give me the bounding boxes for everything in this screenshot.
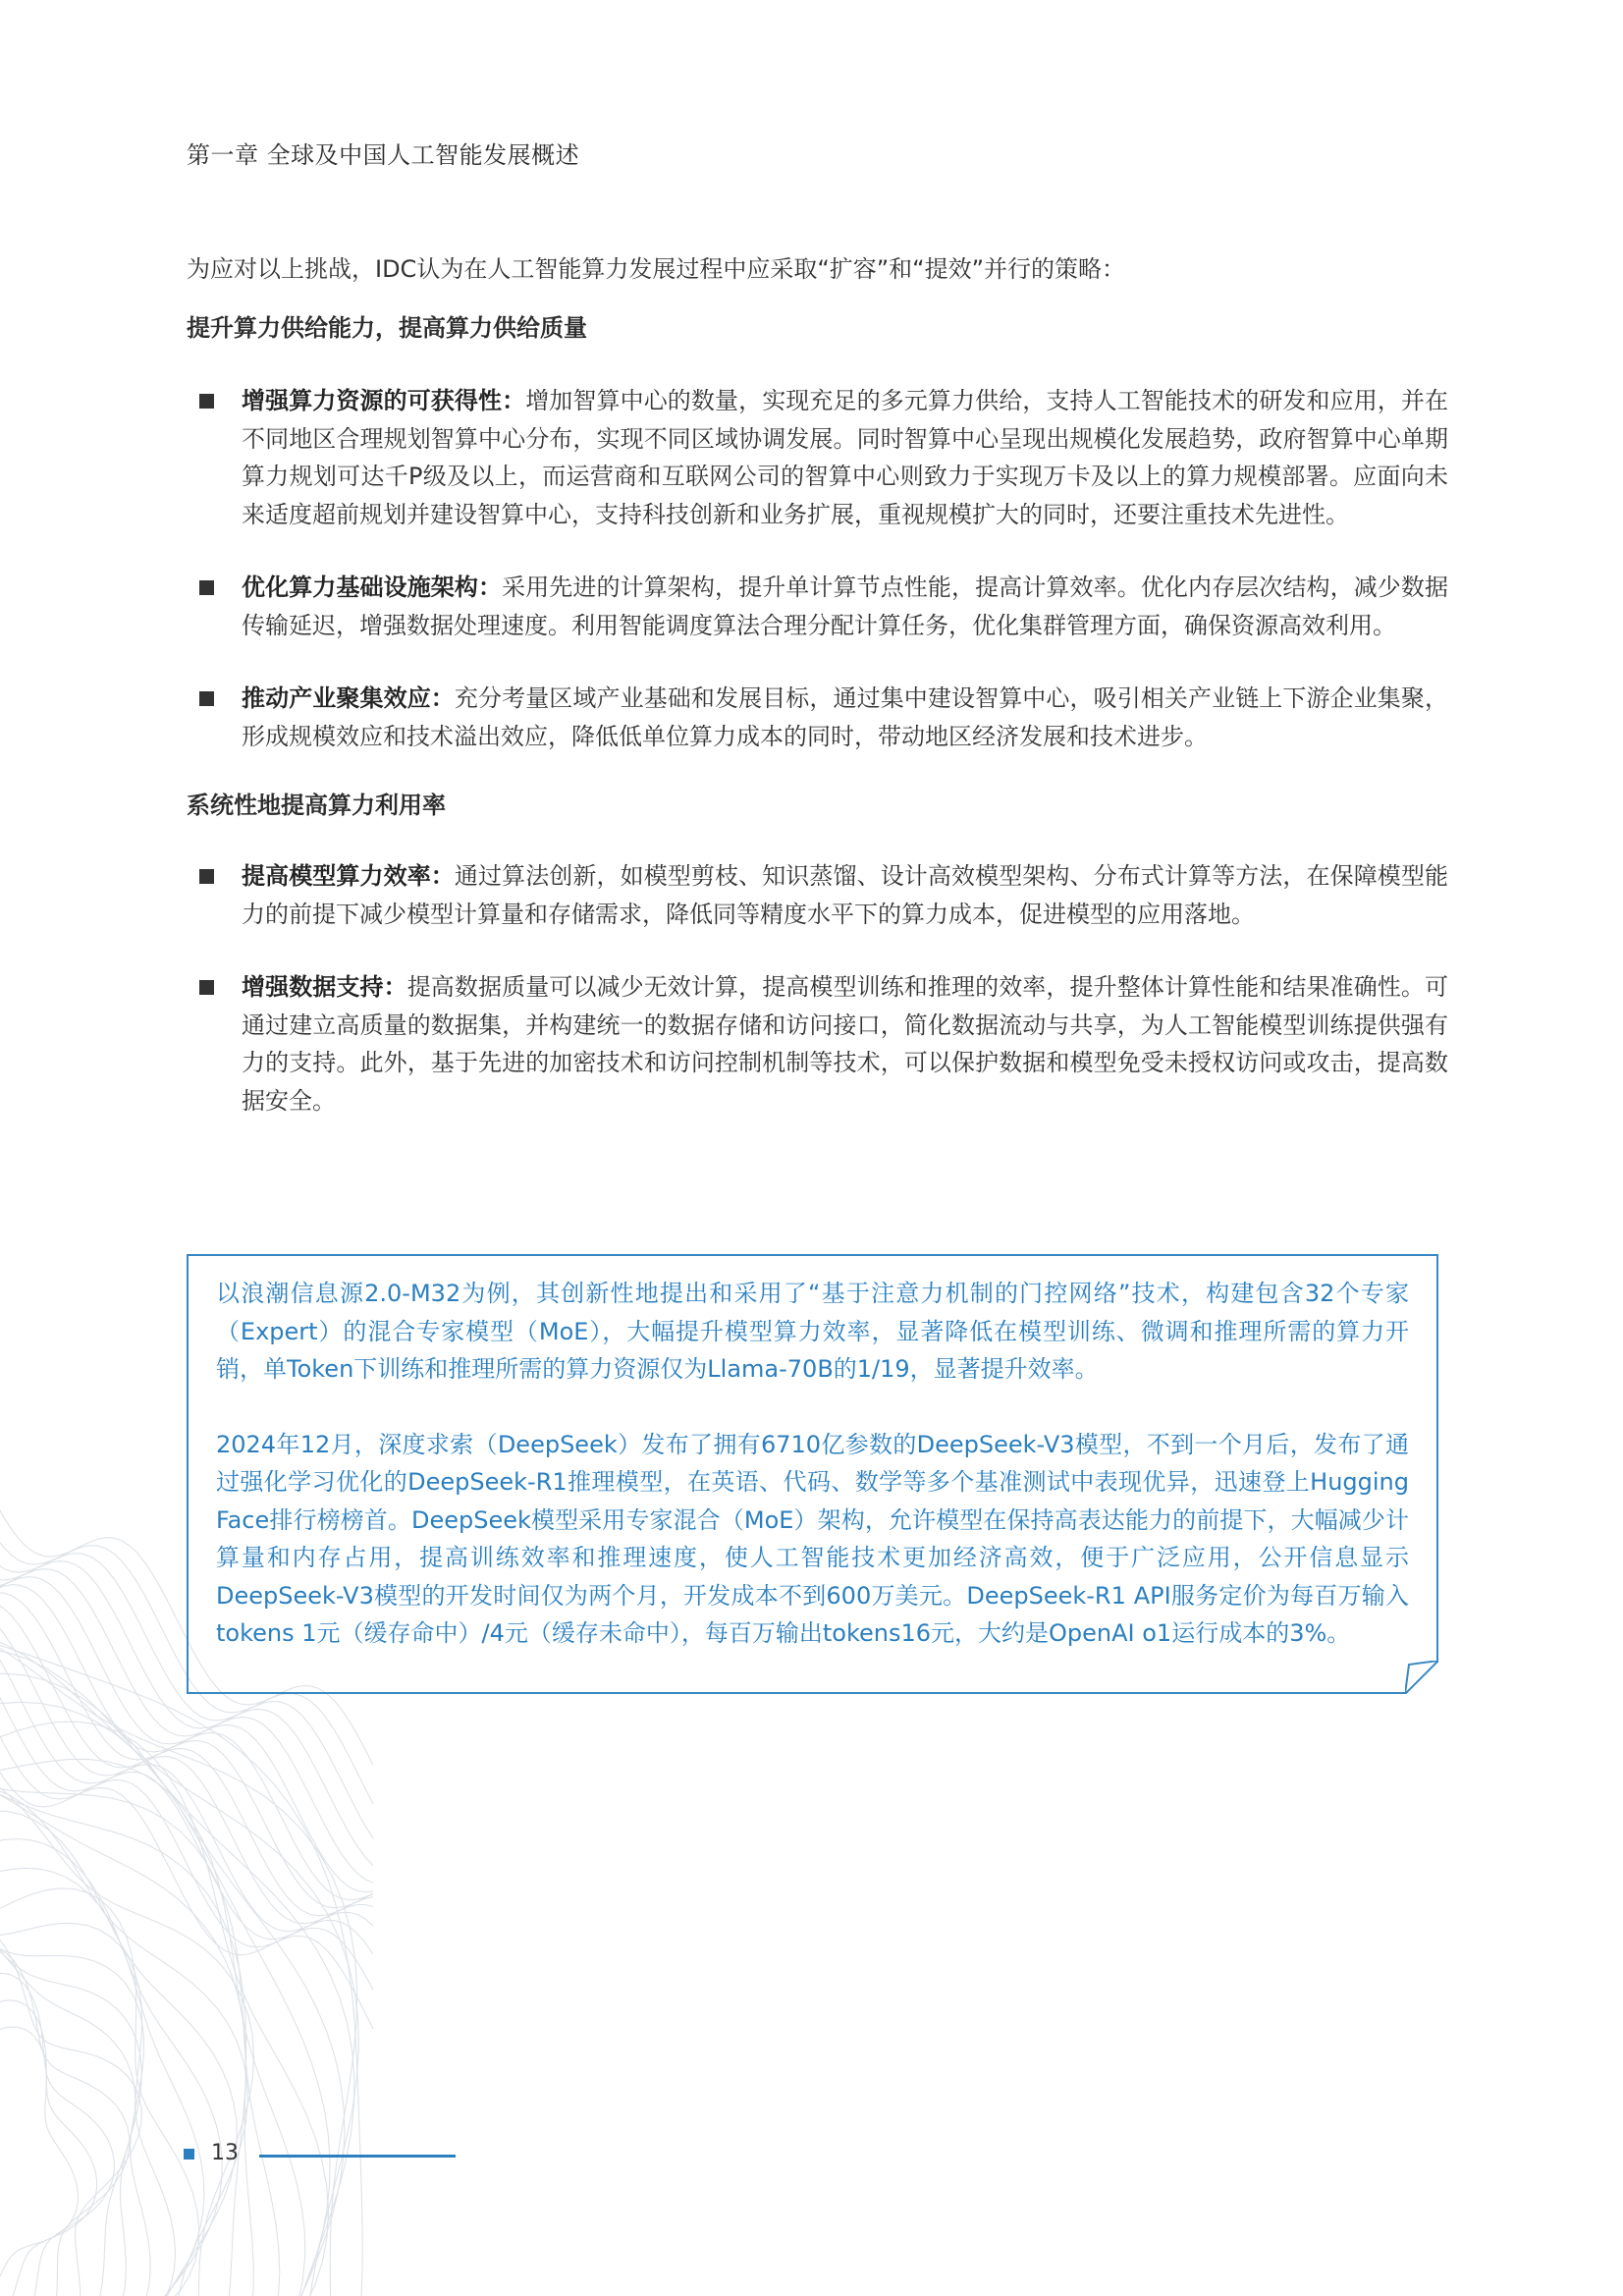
- list-item: [187, 968, 1448, 1120]
- contour-line: [0, 1615, 357, 2296]
- bullet-text: 通过算法创新，如模型剪枝、知识蒸馏、设计高效模型架构、分布式计算等方法，在保障模型能力的前提下减少模型计算量和存储需求，降低同等精度水平下的算力成本，促进模型的应用落地。: [242, 862, 1449, 928]
- contour-line: [0, 1698, 373, 1991]
- chapter-header: 第一章 全球及中国人工智能发展概述: [187, 141, 580, 169]
- page-number: 13: [211, 2141, 239, 2165]
- bullet-heading: 增强算力资源的可获得性：: [242, 387, 526, 414]
- contour-line: [0, 1901, 150, 2296]
- page-marker-square-icon: [184, 2149, 194, 2159]
- callout-paragraph-inspur: 以浪潮信息源2.0-M32为例，其创新性地提出和采用了“基于注意力机制的门控网络”技术，构建包含32个专家（Expert）的混合专家模型（MoE），大幅提升模型算力效率，显著降低在模型训练、微调和推理所需的算力开销，单Token下训练和推理所需的算力资源仅为Llama-70B的1/19，显著提升效率。: [216, 1280, 1409, 1383]
- contour-line: [0, 1628, 358, 2296]
- contour-line: [0, 1924, 141, 2296]
- contour-line: [0, 1662, 373, 1954]
- section-title-supply: 提升算力供给能力，提高算力供给质量: [187, 314, 587, 342]
- list-item: [187, 680, 1448, 755]
- contour-line: [0, 1786, 247, 2296]
- contour-line: [0, 2027, 78, 2296]
- contour-line: [0, 1702, 330, 2296]
- contour-line: [0, 1764, 253, 2296]
- contour-line: [0, 1905, 176, 2296]
- list-item: [187, 857, 1448, 933]
- contour-line: [0, 1947, 130, 2296]
- page-fold-corner-icon: [1405, 1661, 1438, 1694]
- utilization-bullet-list: [187, 857, 1448, 1120]
- bullet-text: 增加智算中心的数量，实现充足的多元算力供给，支持人工智能技术的研发和应用，并在不同地区合理规划智算中心分布，实现不同区域协调发展。同时智算中心呈现出规模化发展趋势，政府智算中心单期算力规划可达千P级及以上，而运营商和互联网公司的智算中心则致力于实现万卡及以上的算力规模部署。应面向未来适度超前规划并建设智算中心，支持科技创新和业务扩展，重视规模扩大的同时，还要注重技术先进性。: [242, 387, 1449, 528]
- contour-line: [0, 1926, 135, 2296]
- contour-line: [0, 1759, 305, 2296]
- contour-line: [0, 2000, 97, 2296]
- contour-line: [0, 1868, 204, 2296]
- intro-paragraph: 为应对以上挑战，IDC认为在人工智能算力发展过程中应采取“扩容”和“提效”并行的策略：: [187, 255, 1126, 283]
- contour-line: [0, 1765, 280, 2296]
- list-item: [187, 382, 1448, 533]
- list-item: [187, 569, 1448, 644]
- bullet-square-icon: [199, 580, 214, 595]
- contour-line: [0, 1909, 141, 2296]
- bullet-square-icon: [199, 869, 214, 884]
- section-title-utilization: 系统性地提高算力利用率: [187, 792, 446, 819]
- contour-line: [0, 1625, 362, 2296]
- callout-paragraph-deepseek: 2024年12月，深度求索（DeepSeek）发布了拥有6710亿参数的DeepSeek-V3模型，不到一个月后，发布了通过强化学习优化的DeepSeek-R1推理模型，在英语、代码、数学等多个基准测试中表现优异，迅速登上Hugging Face排行榜榜首。DeepSeek模型采用专家混合（MoE）架构，允许模型在保持高表达能力的前提下，大幅减少计算量和内存占用，提高训练效率和推理速度，使人工智能技术更加经济高效，便于广泛应用，公开信息显示DeepSeek-V3模型的开发时间仅为两个月，开发成本不到600万美元。DeepSeek-R1 API服务定价为每百万输入tokens 1元（缓存命中）/4元（缓存未命中），每百万输出tokens16元，大约是OpenAI o1运行成本的3%。: [216, 1430, 1409, 1647]
- contour-line: [0, 1811, 237, 2296]
- supply-bullet-list: [187, 382, 1448, 755]
- bullet-text: 提高数据质量可以减少无效计算，提高模型训练和推理的效率，提升整体计算性能和结果准确性。可通过建立高质量的数据集，并构建统一的数据存储和访问接口，简化数据流动与共享，为人工智能模型训练提供强有力的支持。此外，基于先进的加密技术和访问控制机制等技术，可以保护数据和模型免受未授权访问或攻击，提高数据安全。: [242, 973, 1448, 1115]
- contour-line: [0, 1773, 245, 2296]
- bullet-square-icon: [199, 394, 214, 409]
- contour-line: [0, 1737, 373, 2029]
- bullet-heading: 提高模型算力效率：: [242, 862, 455, 890]
- contour-line: [0, 1673, 345, 2296]
- page-footer: [184, 2139, 478, 2168]
- contour-line: [0, 1839, 222, 2296]
- main-content: [187, 250, 1448, 1120]
- bullet-text: 充分考量区域产业基础和发展目标，通过集中建设智算中心，吸引相关产业链上下游企业集聚，形成规模效应和技术溢出效应，降低低单位算力成本的同时，带动地区经济发展和技术进步。: [242, 684, 1449, 750]
- footer-accent-line: [259, 2155, 456, 2158]
- bullet-square-icon: [199, 691, 214, 706]
- contour-line: [0, 1888, 199, 2296]
- bullet-square-icon: [199, 980, 214, 995]
- contour-line: [0, 1766, 253, 2296]
- contour-line: [0, 1722, 329, 2296]
- bullet-heading: 推动产业聚集效应：: [242, 684, 455, 712]
- bullet-heading: 增强数据支持：: [242, 973, 407, 1001]
- bullet-text: 采用先进的计算架构，提升单计算节点性能，提高计算效率。优化内存层次结构，减少数据传输延迟，增强数据处理速度。利用智能调度算法合理分配计算任务，优化集群管理方面，确保资源高效利用。: [242, 574, 1449, 639]
- case-study-callout: [187, 1254, 1438, 1694]
- bullet-heading: 优化算力基础设施架构：: [242, 574, 503, 601]
- contour-line: [0, 1973, 114, 2296]
- contour-line: [0, 1649, 354, 2296]
